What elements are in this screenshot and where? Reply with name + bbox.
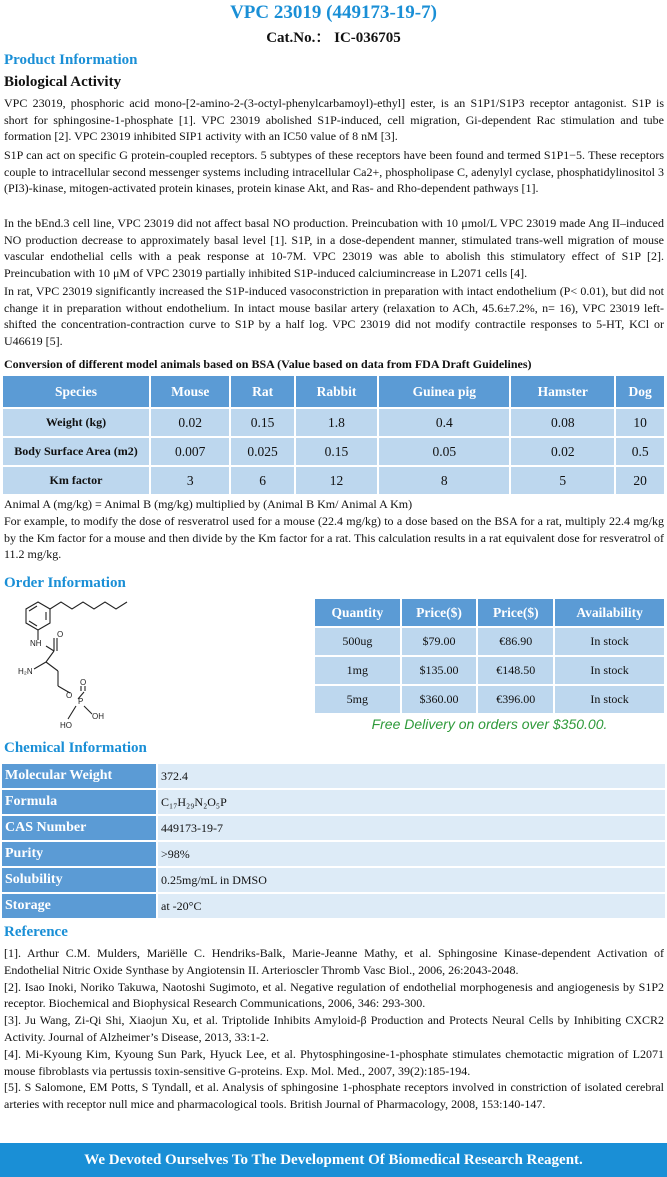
chemical-structure-image: [2, 594, 132, 739]
table-row: [2, 816, 665, 840]
order-price-usd: $79.00: [402, 628, 477, 655]
bsa-col-header: Hamster: [511, 376, 614, 407]
order-col-header: Price($): [402, 599, 477, 626]
reference-list: [4, 945, 664, 1113]
reference-item: [3]. Ju Wang, Zi-Qi Shi, Xiaojun Xu, et al. Triptolide Inhibits Amyloid-β Production and Protects Neural Cells by Inhibiting CXCR2 Activity. Journal of Alzheimer’s Disease, 2013, 33:1-2.: [4, 1013, 664, 1044]
table-row: [3, 467, 664, 494]
bio-paragraph: In the bEnd.3 cell line, VPC 23019 did not affect basal NO production. Preincubation with 10 μmol/L VPC 23019 made Ang II–induced NO production decrease to approximately basal level [1]. S1P, in a dose-dependent manner, stimulated trans-well migration of mouse vascular endothelial cells with a peak response at 10-7M. VPC 23019 was able to abolish this stimulatory effect of S1P [2]. Preincubation with 10 μM of VPC 23019 partially inhibited S1P-induced calciumincrease in L2071 cells [4].: [4, 216, 664, 280]
bsa-cell: 5: [511, 467, 614, 494]
bsa-cell: 0.15: [296, 438, 378, 465]
order-col-header: Quantity: [315, 599, 400, 626]
catalog-number: Cat.No.： IC-036705: [266, 30, 401, 46]
bsa-cell: 0.025: [231, 438, 293, 465]
table-row: [2, 790, 665, 814]
chem-value: >98%: [158, 842, 665, 866]
table-row: [2, 764, 665, 788]
bsa-row-label: Weight (kg): [3, 409, 149, 436]
chem-key: Molecular Weight: [2, 764, 156, 788]
label-oh: OH: [92, 712, 104, 721]
order-availability: In stock: [555, 628, 664, 655]
label-p: P: [78, 697, 84, 706]
footer-banner: We Devoted Ourselves To The Development Of Biomedical Research Reagent.: [0, 1143, 667, 1177]
reference-item: [4]. Mi-Kyoung Kim, Kyoung Sun Park, Hyuck Lee, et al. Phytosphingosine-1-phosphate stimulates chemotactic migration of L2071 mouse fibroblasts via pertussis toxin-sensitive G-proteins. Exp. Mol. Med., 2007, 39(2):185-194.: [4, 1046, 664, 1078]
order-availability: In stock: [555, 657, 664, 684]
chem-info-heading: Chemical Information: [4, 740, 147, 756]
bsa-cell: 0.15: [231, 409, 293, 436]
chem-key: CAS Number: [2, 816, 156, 840]
order-quantity: 500ug: [315, 628, 400, 655]
bsa-cell: 0.007: [151, 438, 229, 465]
bsa-note: Animal A (mg/kg) = Animal B (mg/kg) multiplied by (Animal B Km/ Animal A Km): [4, 497, 413, 511]
chem-value: at -20°C: [158, 894, 665, 918]
bsa-cell: 8: [379, 467, 509, 494]
table-row: [3, 409, 664, 436]
bsa-row-label: Km factor: [3, 467, 149, 494]
table-row: [2, 894, 665, 918]
chem-key: Solubility: [2, 868, 156, 892]
bsa-cell: 10: [616, 409, 664, 436]
label-o: O: [57, 630, 64, 639]
reference-heading: Reference: [4, 924, 68, 940]
product-info-heading: Product Information: [4, 52, 138, 68]
bsa-example: For example, to modify the dose of resveratrol used for a mouse (22.4 mg/kg) to a dose based on the BSA for a rat, multiply 22.4 mg/kg by the Km factor for a mouse and then divide by the Km factor for a rat. This calculation results in a rat equivalent dose for resveratrol of 11.2 mg/kg.: [4, 514, 664, 562]
bsa-cell: 0.08: [511, 409, 614, 436]
bsa-col-header: Rabbit: [296, 376, 378, 407]
order-availability: In stock: [555, 686, 664, 713]
bsa-cell: 20: [616, 467, 664, 494]
bsa-row-label: Body Surface Area (m2): [3, 438, 149, 465]
table-row: [2, 842, 665, 866]
order-price-eur: €396.00: [478, 686, 553, 713]
chem-table: [0, 762, 667, 920]
order-col-header: Availability: [555, 599, 664, 626]
order-table: [313, 597, 666, 715]
bsa-col-header: Guinea pig: [379, 376, 509, 407]
order-price-usd: $135.00: [402, 657, 477, 684]
label-o: O: [80, 678, 87, 687]
bsa-cell: 12: [296, 467, 378, 494]
bsa-cell: 0.02: [151, 409, 229, 436]
free-delivery-note: Free Delivery on orders over $350.00.: [371, 716, 608, 732]
chem-value: C₁₇H₂₉N₂O₅P: [158, 790, 665, 814]
reference-item: [2]. Isao Inoki, Noriko Takuwa, Naotoshi Sugimoto, et al. Negative regulation of endothelial morphogenesis and angiogenesis by S1P2 receptor. Biochemical and Biophysical Research Communications, 2006, 346: 293-300.: [4, 979, 664, 1011]
reference-item: [5]. S Salomone, EM Potts, S Tyndall, et al. Analysis of sphingosine 1-phosphate receptors involved in constriction of isolated cerebral arteries with receptor null mice and pharmacological tools. British Journal of Pharmacology, 2008, 153:140-147.: [4, 1080, 664, 1112]
order-price-eur: €86.90: [478, 628, 553, 655]
bio-paragraph: VPC 23019, phosphoric acid mono-[2-amino-2-(3-octyl-phenylcarbamoyl)-ethyl] ester, is an S1P1/S1P3 receptor antagonist. S1P is short for sphingosine-1-phosphate [1]. VPC 23019 abolished S1P-induced, cell migration, Gi-dependent Rac stimulation and tube formation [2]. VPC 23019 inhibited SIP1 activity with an IC50 value of 8 nM [3].: [4, 96, 664, 144]
bsa-cell: 0.5: [616, 438, 664, 465]
label-o: O: [66, 691, 73, 700]
order-price-eur: €148.50: [478, 657, 553, 684]
label-h2n: H₂N: [18, 667, 33, 676]
chem-key: Purity: [2, 842, 156, 866]
order-col-header: Price($): [478, 599, 553, 626]
bsa-heading: Conversion of different model animals based on BSA (Value based on data from FDA Draft Guidelines): [4, 357, 532, 371]
table-row: [315, 657, 664, 684]
chem-value: 449173-19-7: [158, 816, 665, 840]
reference-item: [1]. Arthur C.M. Mulders, Mariëlle C. Hendriks-Balk, Marie-Jeanne Mathy, et al. Sphingosine Kinase-dependent Activation of Endothelial Nitric Oxide Synthase by Angiotensin II. Arterioscler Thromb Vasc Biol., 2006, 26:2043-2048.: [4, 946, 664, 977]
bsa-table: [1, 374, 666, 496]
chem-key: Storage: [2, 894, 156, 918]
bio-paragraph: In rat, VPC 23019 significantly increased the S1P-induced vasoconstriction in preparation with intact endothelium (P< 0.01), but did not change it in preparation without endothelium. In intact mouse basilar artery (relaxation to ACh, 45.6±7.2%, n= 16), VPC 23019 left-shifted the concentration-contraction curve to S1P by a half log. VPC 23019 did not modify contractile responses to 5-HT, KCl or U46619 [5].: [4, 284, 664, 348]
bsa-col-header: Rat: [231, 376, 293, 407]
bsa-cell: 1.8: [296, 409, 378, 436]
table-row: [2, 868, 665, 892]
chem-value: 0.25mg/mL in DMSO: [158, 868, 665, 892]
page-title: VPC 23019 (449173-19-7): [230, 2, 437, 23]
bsa-cell: 0.02: [511, 438, 614, 465]
table-row: [315, 686, 664, 713]
order-quantity: 5mg: [315, 686, 400, 713]
table-row: [315, 628, 664, 655]
bsa-cell: 0.05: [379, 438, 509, 465]
chem-key: Formula: [2, 790, 156, 814]
bsa-cell: 3: [151, 467, 229, 494]
label-nh: NH: [30, 639, 42, 648]
order-price-usd: $360.00: [402, 686, 477, 713]
bio-paragraph: S1P can act on specific G protein-coupled receptors. 5 subtypes of these receptors have been found and termed S1P1−5. These receptors couple to intracellular second messenger systems including intracellular Ca2+, phospholipase C, adenylyl cyclase, phosphatidylinositol 3 (PI3)-kinase, mitogen-activated protein kinases, protein kinase Akt, and Ras- and Rho-dependent pathways [1].: [4, 148, 664, 196]
table-row: [3, 438, 664, 465]
bsa-col-header: Mouse: [151, 376, 229, 407]
bsa-col-header: Species: [3, 376, 149, 407]
bio-activity-heading: Biological Activity: [4, 74, 122, 90]
bsa-col-header: Dog: [616, 376, 664, 407]
order-quantity: 1mg: [315, 657, 400, 684]
bsa-cell: 0.4: [379, 409, 509, 436]
bsa-cell: 6: [231, 467, 293, 494]
order-info-heading: Order Information: [4, 575, 126, 591]
chem-value: 372.4: [158, 764, 665, 788]
label-ho: HO: [60, 721, 72, 730]
